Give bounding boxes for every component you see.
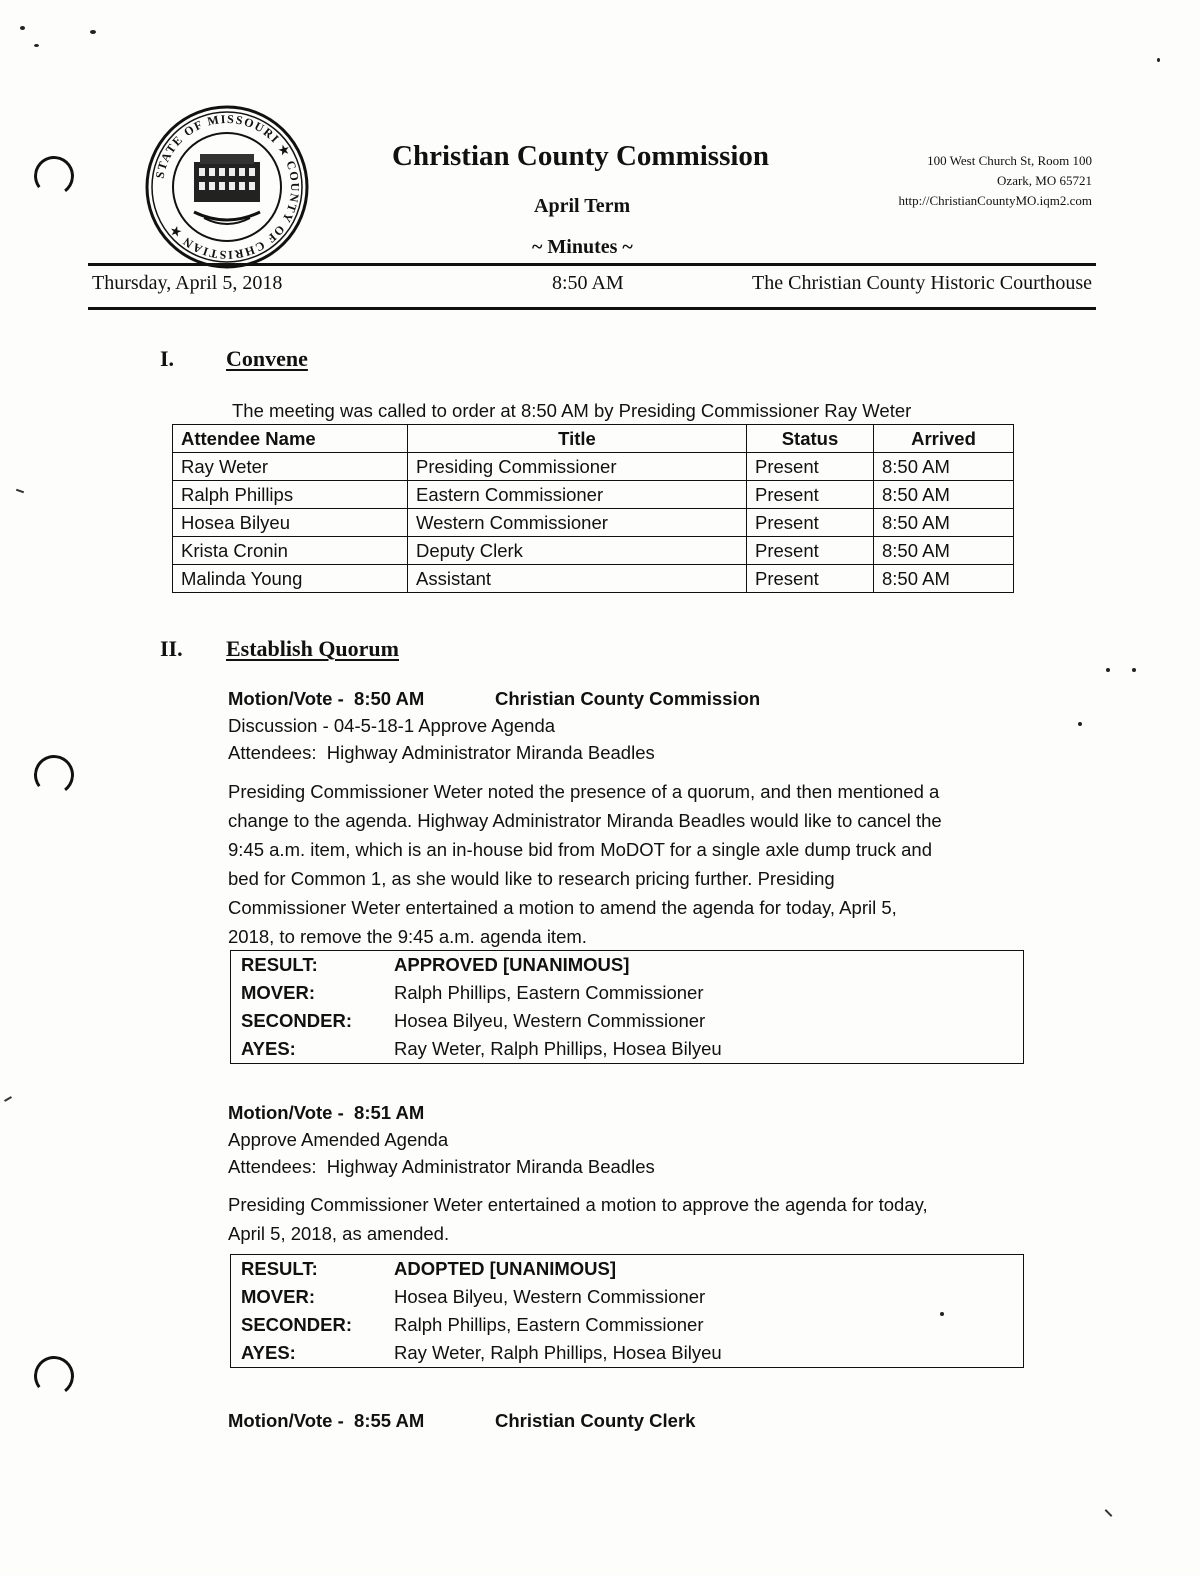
ayes-label: AYES: bbox=[241, 1038, 296, 1059]
county-seal-logo bbox=[144, 104, 310, 270]
table-row bbox=[173, 481, 1014, 509]
column-header: Title bbox=[408, 425, 747, 453]
section-number: II. bbox=[160, 636, 183, 661]
result-value: ADOPTED [UNANIMOUS] bbox=[394, 1258, 616, 1279]
scan-speck bbox=[1105, 1509, 1113, 1517]
attendee-table bbox=[172, 424, 1014, 593]
scan-speck bbox=[34, 44, 39, 47]
seconder-value: Hosea Bilyeu, Western Commissioner bbox=[394, 1010, 706, 1031]
seconder-label: SECONDER: bbox=[241, 1010, 353, 1031]
attendee-arrived: 8:50 AM bbox=[874, 481, 1014, 509]
ayes-label: AYES: bbox=[241, 1342, 296, 1363]
attendee-arrived: 8:50 AM bbox=[874, 537, 1014, 565]
result-label: RESULT: bbox=[241, 1258, 318, 1279]
scan-speck bbox=[1078, 722, 1082, 726]
attendee-status: Present bbox=[747, 509, 874, 537]
mover-label: MOVER: bbox=[241, 982, 315, 1003]
address-line-2: Ozark, MO 65721 bbox=[997, 173, 1092, 188]
commission-title: Christian County Commission bbox=[392, 140, 770, 172]
motion-attendees: Attendees: Highway Administrator Miranda Beadles bbox=[228, 742, 655, 763]
vote-row bbox=[231, 979, 1023, 1007]
paragraph-line: Presiding Commissioner Weter entertained a motion to approve the agenda for today, bbox=[228, 1194, 928, 1215]
header-rule-bottom bbox=[88, 307, 1096, 310]
header-rule-top bbox=[88, 263, 1096, 266]
attendee-title: Deputy Clerk bbox=[408, 537, 747, 565]
scan-speck bbox=[1132, 668, 1136, 672]
motion-heading: Motion/Vote - 8:55 AM bbox=[228, 1410, 425, 1431]
motion-heading: Motion/Vote - 8:50 AM bbox=[228, 688, 425, 709]
seconder-value: Ralph Phillips, Eastern Commissioner bbox=[394, 1314, 704, 1335]
attendee-arrived: 8:50 AM bbox=[874, 509, 1014, 537]
convene-intro: The meeting was called to order at 8:50 AM by Presiding Commissioner Ray Weter bbox=[232, 400, 912, 421]
attendee-name: Ray Weter bbox=[173, 453, 408, 481]
vote-row bbox=[231, 1311, 1023, 1339]
vote-row bbox=[231, 1339, 1023, 1367]
attendee-title: Assistant bbox=[408, 565, 747, 593]
term-label: April Term bbox=[534, 195, 631, 217]
motion-attendees: Attendees: Highway Administrator Miranda Beadles bbox=[228, 1156, 655, 1177]
vote-row bbox=[231, 1255, 1023, 1283]
vote-row bbox=[231, 951, 1023, 979]
vote-row bbox=[231, 1283, 1023, 1311]
motion-paragraph bbox=[228, 1190, 928, 1248]
minutes-label: ~ Minutes ~ bbox=[532, 236, 633, 258]
section-title-convene: Convene bbox=[226, 346, 308, 371]
vote-row bbox=[231, 1007, 1023, 1035]
punch-hole-mark bbox=[31, 752, 76, 797]
scan-speck bbox=[4, 1096, 12, 1102]
scan-speck bbox=[90, 30, 96, 34]
paragraph-line: 2018, to remove the 9:45 a.m. agenda item. bbox=[228, 926, 587, 947]
mover-value: Ralph Phillips, Eastern Commissioner bbox=[394, 982, 704, 1003]
column-header: Arrived bbox=[874, 425, 1014, 453]
svg-text:STATE OF MISSOURI ★ COUNTY OF: STATE OF MISSOURI ★ COUNTY OF CHRISTIAN ★ bbox=[152, 111, 303, 263]
attendee-status: Present bbox=[747, 481, 874, 509]
punch-hole-mark bbox=[31, 1353, 76, 1398]
scan-speck bbox=[1106, 668, 1110, 672]
section-number: I. bbox=[160, 346, 175, 371]
result-label: RESULT: bbox=[241, 954, 318, 975]
vote-row bbox=[231, 1035, 1023, 1063]
table-row bbox=[173, 453, 1014, 481]
motion-body: Christian County Commission bbox=[495, 688, 761, 709]
attendee-status: Present bbox=[747, 537, 874, 565]
paragraph-line: change to the agenda. Highway Administrator Miranda Beadles would like to cancel the bbox=[228, 810, 942, 831]
attendee-title: Presiding Commissioner bbox=[408, 453, 747, 481]
seconder-label: SECONDER: bbox=[241, 1314, 353, 1335]
attendee-arrived: 8:50 AM bbox=[874, 453, 1014, 481]
address-block bbox=[898, 151, 1092, 211]
attendee-title: Eastern Commissioner bbox=[408, 481, 747, 509]
table-row bbox=[173, 509, 1014, 537]
section-title-quorum: Establish Quorum bbox=[226, 636, 399, 661]
column-header: Status bbox=[747, 425, 874, 453]
motion-discussion: Approve Amended Agenda bbox=[228, 1129, 449, 1150]
scan-speck bbox=[20, 26, 25, 30]
meeting-date: Thursday, April 5, 2018 bbox=[92, 272, 283, 294]
paragraph-line: Presiding Commissioner Weter noted the presence of a quorum, and then mentioned a bbox=[228, 781, 940, 802]
motion-paragraph bbox=[228, 777, 942, 951]
attendee-arrived: 8:50 AM bbox=[874, 565, 1014, 593]
scan-speck bbox=[16, 489, 24, 494]
vote-result-box bbox=[230, 950, 1024, 1064]
table-row bbox=[173, 565, 1014, 593]
result-value: APPROVED [UNANIMOUS] bbox=[394, 954, 630, 975]
mover-value: Hosea Bilyeu, Western Commissioner bbox=[394, 1286, 706, 1307]
mover-label: MOVER: bbox=[241, 1286, 315, 1307]
attendee-name: Malinda Young bbox=[173, 565, 408, 593]
motion-body: Christian County Clerk bbox=[495, 1410, 696, 1431]
motion-discussion: Discussion - 04-5-18-1 Approve Agenda bbox=[228, 715, 556, 736]
website-link[interactable]: http://ChristianCountyMO.iqm2.com bbox=[898, 193, 1092, 208]
meeting-time: 8:50 AM bbox=[552, 272, 624, 294]
attendee-status: Present bbox=[747, 565, 874, 593]
attendee-name: Krista Cronin bbox=[173, 537, 408, 565]
attendee-name: Ralph Phillips bbox=[173, 481, 408, 509]
ayes-value: Ray Weter, Ralph Phillips, Hosea Bilyeu bbox=[394, 1038, 722, 1059]
punch-hole-mark bbox=[31, 153, 76, 198]
column-header: Attendee Name bbox=[173, 425, 408, 453]
paragraph-line: 9:45 a.m. item, which is an in-house bid from MoDOT for a single axle dump truck and bbox=[228, 839, 933, 860]
address-line-1: 100 West Church St, Room 100 bbox=[927, 153, 1092, 168]
meeting-location: The Christian County Historic Courthouse bbox=[752, 272, 1092, 294]
motion-heading: Motion/Vote - 8:51 AM bbox=[228, 1102, 425, 1123]
paragraph-line: Commissioner Weter entertained a motion to amend the agenda for today, April 5, bbox=[228, 897, 897, 918]
ayes-value: Ray Weter, Ralph Phillips, Hosea Bilyeu bbox=[394, 1342, 722, 1363]
scan-speck bbox=[1157, 58, 1160, 62]
paragraph-line: bed for Common 1, as she would like to research pricing further. Presiding bbox=[228, 868, 835, 889]
vote-result-box bbox=[230, 1254, 1024, 1368]
attendee-name: Hosea Bilyeu bbox=[173, 509, 408, 537]
attendee-status: Present bbox=[747, 453, 874, 481]
attendee-title: Western Commissioner bbox=[408, 509, 747, 537]
table-row bbox=[173, 537, 1014, 565]
paragraph-line: April 5, 2018, as amended. bbox=[228, 1223, 450, 1244]
table-header-row bbox=[173, 425, 1014, 453]
